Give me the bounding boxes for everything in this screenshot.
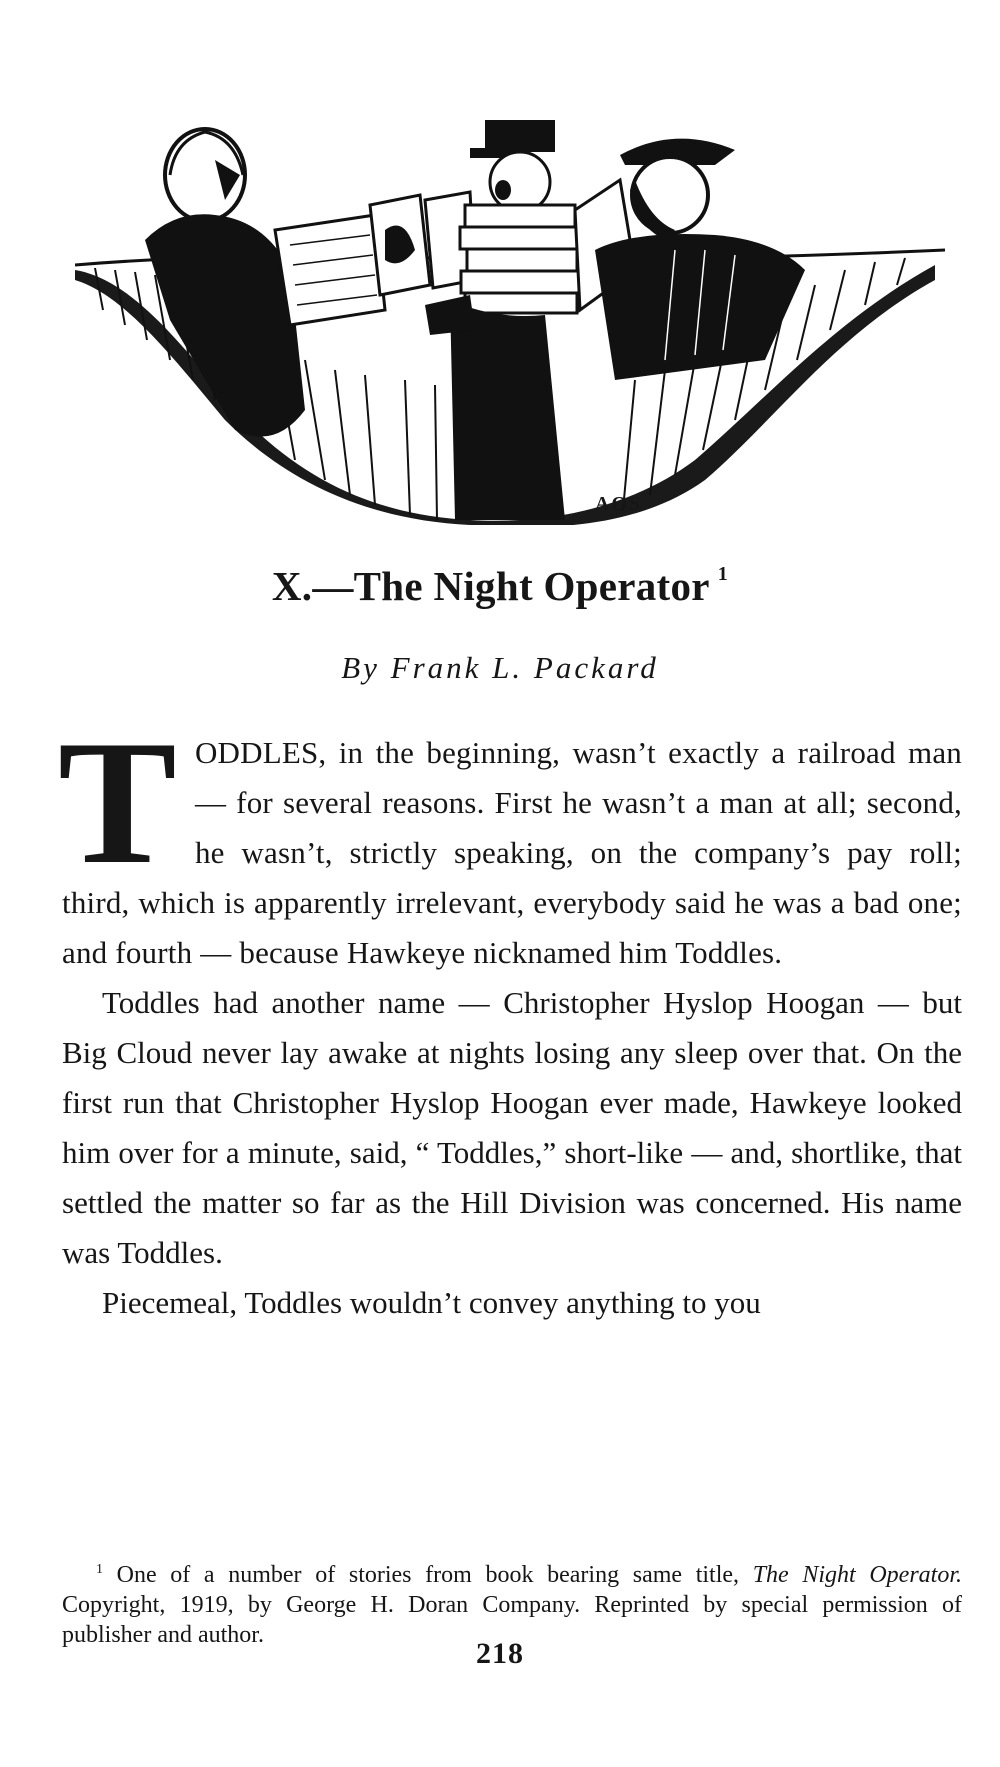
chapter-title	[0, 562, 1000, 610]
footnote-text: One of a number of stories from book bearing same title,	[116, 1562, 753, 1588]
paragraph: Piecemeal, Toddles wouldn’t convey anything to you	[102, 1285, 761, 1320]
chapter-illustration	[75, 120, 945, 525]
footnote-text: Copyright, 1919, by George H. Doran Company. Reprinted by special permission of publisher and author.	[62, 1592, 962, 1648]
artist-signature: AOS	[595, 493, 643, 515]
footnote-reference: 1	[717, 563, 729, 585]
paragraph-text: ODDLES, in the beginning, wasn’t exactly a railroad man — for several reasons. First he wasn’t a man at all; second, he wasn’t, strictly speaking, on the company’s pay roll; third, which is apparently irrelevant, everybody said he was a bad one; and fourth — because Hawkeye nicknamed him Toddles.	[62, 735, 962, 970]
paragraph	[58, 703, 962, 978]
body-text	[58, 703, 962, 1328]
drop-cap: T	[58, 703, 177, 901]
footnote-marker: 1	[96, 1562, 103, 1577]
illustration-three-men-newsboy-train	[75, 120, 945, 525]
paragraph: Toddles had another name — Christopher Hyslop Hoogan — but Big Cloud never lay awake at nights losing any sleep over that. On the first run that Christopher Hyslop Hoogan ever made, Hawkeye looked him over for a minute, said, “ Toddles,” short-like — and, shortlike, that settled the matter so far as the Hill Division was concerned. His name was Toddles.	[62, 985, 962, 1270]
footnote	[62, 1555, 962, 1650]
page-number: 218	[476, 1637, 524, 1670]
author-byline: By Frank L. Packard	[341, 650, 659, 685]
chapter-title-text: X.—The Night Operator	[271, 563, 710, 609]
footnote-book-title: The Night Operator.	[752, 1562, 963, 1588]
